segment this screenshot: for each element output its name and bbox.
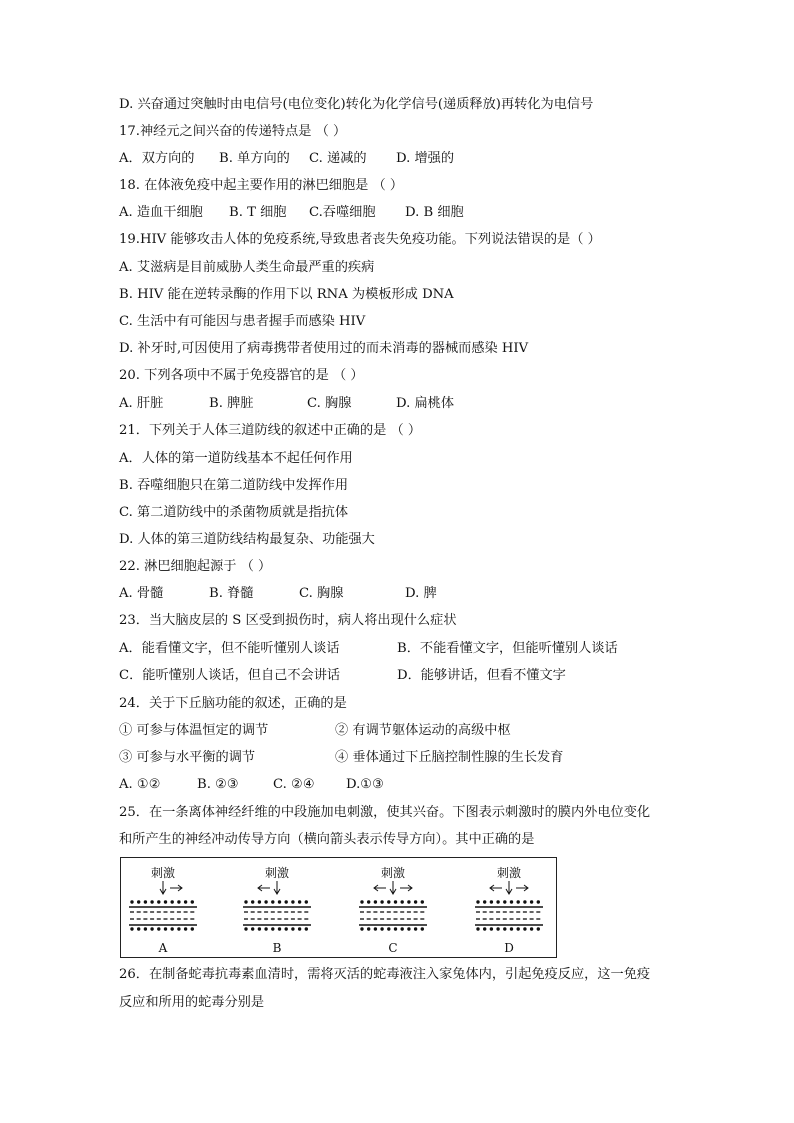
charge-dot	[387, 900, 390, 903]
charge-dot	[137, 900, 140, 903]
charge-dot	[496, 927, 499, 930]
text-line-20: 23．当大脑皮层的 S 区受到损伤时，病人将出现什么症状	[119, 613, 457, 628]
charge-dot	[360, 927, 363, 930]
option-4: D. 扁桃体	[396, 396, 455, 411]
charge-dot	[258, 927, 261, 930]
panel-label-C: C	[388, 941, 398, 955]
charge-dot	[523, 927, 526, 930]
option-1: ① 可参与体温恒定的调节	[119, 723, 269, 738]
option-2: B. ②③	[197, 777, 239, 792]
charge-dot	[537, 927, 540, 930]
text-line-23: 24．关于下丘脑功能的叙述，正确的是	[119, 696, 347, 711]
option-2: B. T 细胞	[229, 205, 287, 220]
charge-dot	[157, 927, 160, 930]
text-line-28: 和所产生的神经冲动传导方向（横向箭头表示传导方向）。其中正确的是	[119, 832, 535, 847]
charge-dot	[157, 900, 160, 903]
charge-dot	[360, 900, 363, 903]
charge-dot	[291, 900, 294, 903]
option-1: A. ①②	[119, 777, 161, 792]
panel-label-B: B	[272, 941, 282, 955]
charge-dot	[291, 927, 294, 930]
option-2: D．能够讲话，但看不懂文字	[397, 668, 566, 683]
charge-dot	[144, 927, 147, 930]
charge-dot	[298, 900, 301, 903]
charge-dot	[394, 900, 397, 903]
option-3: C. ②④	[273, 777, 315, 792]
charge-dot	[510, 900, 513, 903]
charge-dot	[278, 927, 281, 930]
option-4: D. 脾	[405, 586, 437, 601]
option-4: D. 增强的	[396, 151, 455, 166]
charge-dot	[184, 900, 187, 903]
charge-dot	[380, 900, 383, 903]
charge-dot	[244, 900, 247, 903]
charge-dot	[407, 927, 410, 930]
option-2: B. 脊髓	[209, 586, 254, 601]
option-1: A. 造血干细胞	[119, 205, 203, 220]
text-line-16: C. 第二道防线中的杀菌物质就是指抗体	[119, 505, 349, 520]
option-1: A. 骨髓	[119, 586, 164, 601]
charge-dot	[164, 927, 167, 930]
charge-dot	[483, 927, 486, 930]
panel-label-A: A	[158, 941, 168, 955]
charge-dot	[191, 900, 194, 903]
stimulus-label: 刺激	[380, 866, 406, 880]
text-line-17: D. 人体的第三道防线结构最复杂、功能强大	[119, 532, 375, 547]
charge-dot	[171, 927, 174, 930]
charge-dot	[517, 900, 520, 903]
charge-dot	[490, 900, 493, 903]
text-line-1: D. 兴奋通过突触时由电信号(电位变化)转化为化学信号(递质释放)再转化为电信号	[119, 97, 594, 112]
charge-dot	[278, 900, 281, 903]
charge-dot	[367, 927, 370, 930]
charge-dot	[537, 900, 540, 903]
charge-dot	[271, 900, 274, 903]
charge-dot	[251, 927, 254, 930]
charge-dot	[130, 900, 133, 903]
text-line-27: 25．在一条离体神经纤维的中段施加电刺激，使其兴奋。下图表示刺激时的膜内外电位变化	[119, 805, 651, 820]
option-4: D.①③	[346, 777, 384, 792]
charge-dot	[503, 927, 506, 930]
charge-dot	[191, 927, 194, 930]
text-line-15: B. 吞噬细胞只在第二道防线中发挥作用	[119, 478, 349, 493]
charge-dot	[251, 900, 254, 903]
text-line-29: 26．在制备蛇毒抗毒素血清时，需将灭活的蛇毒液注入家兔体内，引起免疫反应，这一免疫	[119, 967, 651, 982]
charge-dot	[414, 927, 417, 930]
charge-dot	[476, 927, 479, 930]
option-1: C．能听懂别人谈话，但自己不会讲话	[119, 668, 341, 683]
figure-canvas	[121, 858, 558, 959]
stimulus-label: 刺激	[150, 866, 176, 880]
charge-dot	[137, 927, 140, 930]
charge-dot	[177, 900, 180, 903]
text-line-18: 22. 淋巴细胞起源于 （ ）	[119, 559, 272, 574]
charge-dot	[517, 927, 520, 930]
text-line-10: D. 补牙时,可因使用了病毒携带者使用过的而未消毒的器械而感染 HIV	[119, 341, 529, 356]
option-2: ② 有调节躯体运动的高级中枢	[335, 723, 511, 738]
option-2: B．不能看懂文字，但能听懂别人谈话	[397, 641, 618, 656]
charge-dot	[171, 900, 174, 903]
charge-dot	[374, 927, 377, 930]
charge-dot	[394, 927, 397, 930]
charge-dot	[401, 927, 404, 930]
charge-dot	[285, 927, 288, 930]
text-line-2: 17.神经元之间兴奋的传递特点是 （ ）	[119, 124, 347, 139]
text-line-13: 21．下列关于人体三道防线的叙述中正确的是 （ ）	[119, 423, 422, 438]
charge-dot	[264, 927, 267, 930]
charge-dot	[298, 927, 301, 930]
option-1: A. 肝脏	[119, 396, 164, 411]
option-1: A．能看懂文字，但不能听懂别人谈话	[119, 641, 340, 656]
option-3: C. 递减的	[309, 151, 367, 166]
charge-dot	[421, 927, 424, 930]
text-line-9: C. 生活中有可能因与患者握手而感染 HIV	[119, 314, 366, 329]
option-2: B. 单方向的	[219, 151, 290, 166]
charge-dot	[244, 927, 247, 930]
charge-dot	[523, 900, 526, 903]
text-line-8: B. HIV 能在逆转录酶的作用下以 RNA 为模板形成 DNA	[119, 287, 454, 302]
option-3: C.吞噬细胞	[309, 205, 376, 220]
stimulus-label: 刺激	[496, 866, 522, 880]
charge-dot	[305, 927, 308, 930]
option-4: D. B 细胞	[405, 205, 464, 220]
text-line-6: 19.HIV 能够攻击人体的免疫系统,导致患者丧失免疫功能。下列说法错误的是（ ）	[119, 232, 601, 247]
charge-dot	[164, 900, 167, 903]
charge-dot	[490, 927, 493, 930]
charge-dot	[271, 927, 274, 930]
charge-dot	[503, 900, 506, 903]
text-line-11: 20. 下列各项中不属于免疫器官的是 （ ）	[119, 368, 364, 383]
charge-dot	[150, 927, 153, 930]
charge-dot	[305, 900, 308, 903]
charge-dot	[401, 900, 404, 903]
charge-dot	[184, 927, 187, 930]
charge-dot	[374, 900, 377, 903]
option-2: ④ 垂体通过下丘脑控制性腺的生长发育	[335, 750, 564, 765]
panel-label-D: D	[504, 941, 514, 955]
stimulus-label: 刺激	[264, 866, 290, 880]
text-line-14: A．人体的第一道防线基本不起任何作用	[119, 451, 353, 466]
charge-dot	[530, 900, 533, 903]
charge-dot	[510, 927, 513, 930]
text-line-7: A. 艾滋病是目前威胁人类生命最严重的疾病	[119, 260, 375, 275]
option-3: C. 胸腺	[299, 586, 344, 601]
charge-dot	[130, 927, 133, 930]
charge-dot	[387, 927, 390, 930]
option-1: A．双方向的	[119, 151, 195, 166]
charge-dot	[264, 900, 267, 903]
charge-dot	[483, 900, 486, 903]
charge-dot	[177, 927, 180, 930]
charge-dot	[258, 900, 261, 903]
charge-dot	[421, 900, 424, 903]
option-2: B. 脾脏	[209, 396, 254, 411]
charge-dot	[150, 900, 153, 903]
nerve-fiber-figure	[120, 857, 557, 958]
charge-dot	[285, 900, 288, 903]
charge-dot	[496, 900, 499, 903]
text-line-4: 18. 在体液免疫中起主要作用的淋巴细胞是 （ ）	[119, 178, 404, 193]
charge-dot	[530, 927, 533, 930]
option-3: C. 胸腺	[307, 396, 352, 411]
option-1: ③ 可参与水平衡的调节	[119, 750, 256, 765]
charge-dot	[144, 900, 147, 903]
charge-dot	[380, 927, 383, 930]
charge-dot	[414, 900, 417, 903]
charge-dot	[407, 900, 410, 903]
text-line-30: 反应和所用的蛇毒分别是	[119, 995, 265, 1010]
charge-dot	[367, 900, 370, 903]
charge-dot	[476, 900, 479, 903]
